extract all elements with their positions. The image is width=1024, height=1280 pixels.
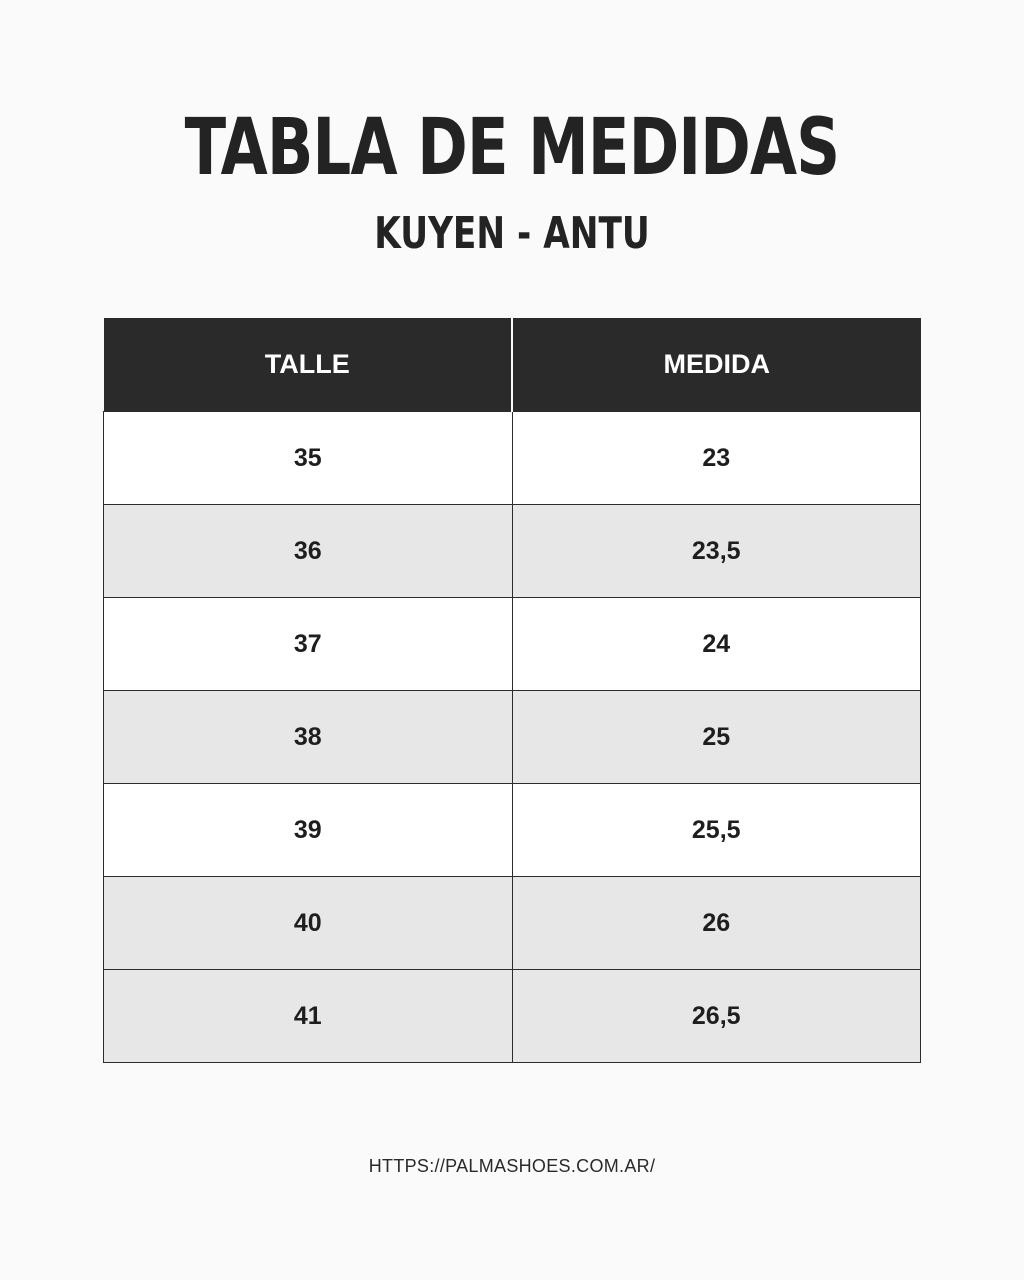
size-table-body (104, 412, 921, 1063)
cell-medida: 23 (512, 412, 921, 505)
cell-talle: 38 (104, 691, 513, 784)
size-table (103, 318, 921, 1063)
cell-medida: 26 (512, 877, 921, 970)
cell-medida: 26,5 (512, 970, 921, 1063)
table-row (104, 970, 921, 1063)
cell-medida: 25,5 (512, 784, 921, 877)
cell-talle: 35 (104, 412, 513, 505)
size-table-header (104, 318, 921, 412)
table-row (104, 505, 921, 598)
table-row (104, 412, 921, 505)
table-row (104, 784, 921, 877)
page-subtitle: KUYEN - ANTU (374, 208, 650, 259)
cell-talle: 37 (104, 598, 513, 691)
cell-talle: 39 (104, 784, 513, 877)
cell-talle: 41 (104, 970, 513, 1063)
header-row (104, 318, 921, 412)
column-header-medida: MEDIDA (512, 318, 921, 412)
table-row (104, 877, 921, 970)
table-row (104, 691, 921, 784)
cell-medida: 23,5 (512, 505, 921, 598)
cell-talle: 36 (104, 505, 513, 598)
column-header-talle: TALLE (104, 318, 513, 412)
cell-talle: 40 (104, 877, 513, 970)
cell-medida: 25 (512, 691, 921, 784)
page-title: TABLA DE MEDIDAS (184, 103, 840, 193)
cell-medida: 24 (512, 598, 921, 691)
table-row (104, 598, 921, 691)
footer-url: HTTPS://PALMASHOES.COM.AR/ (368, 1156, 656, 1176)
